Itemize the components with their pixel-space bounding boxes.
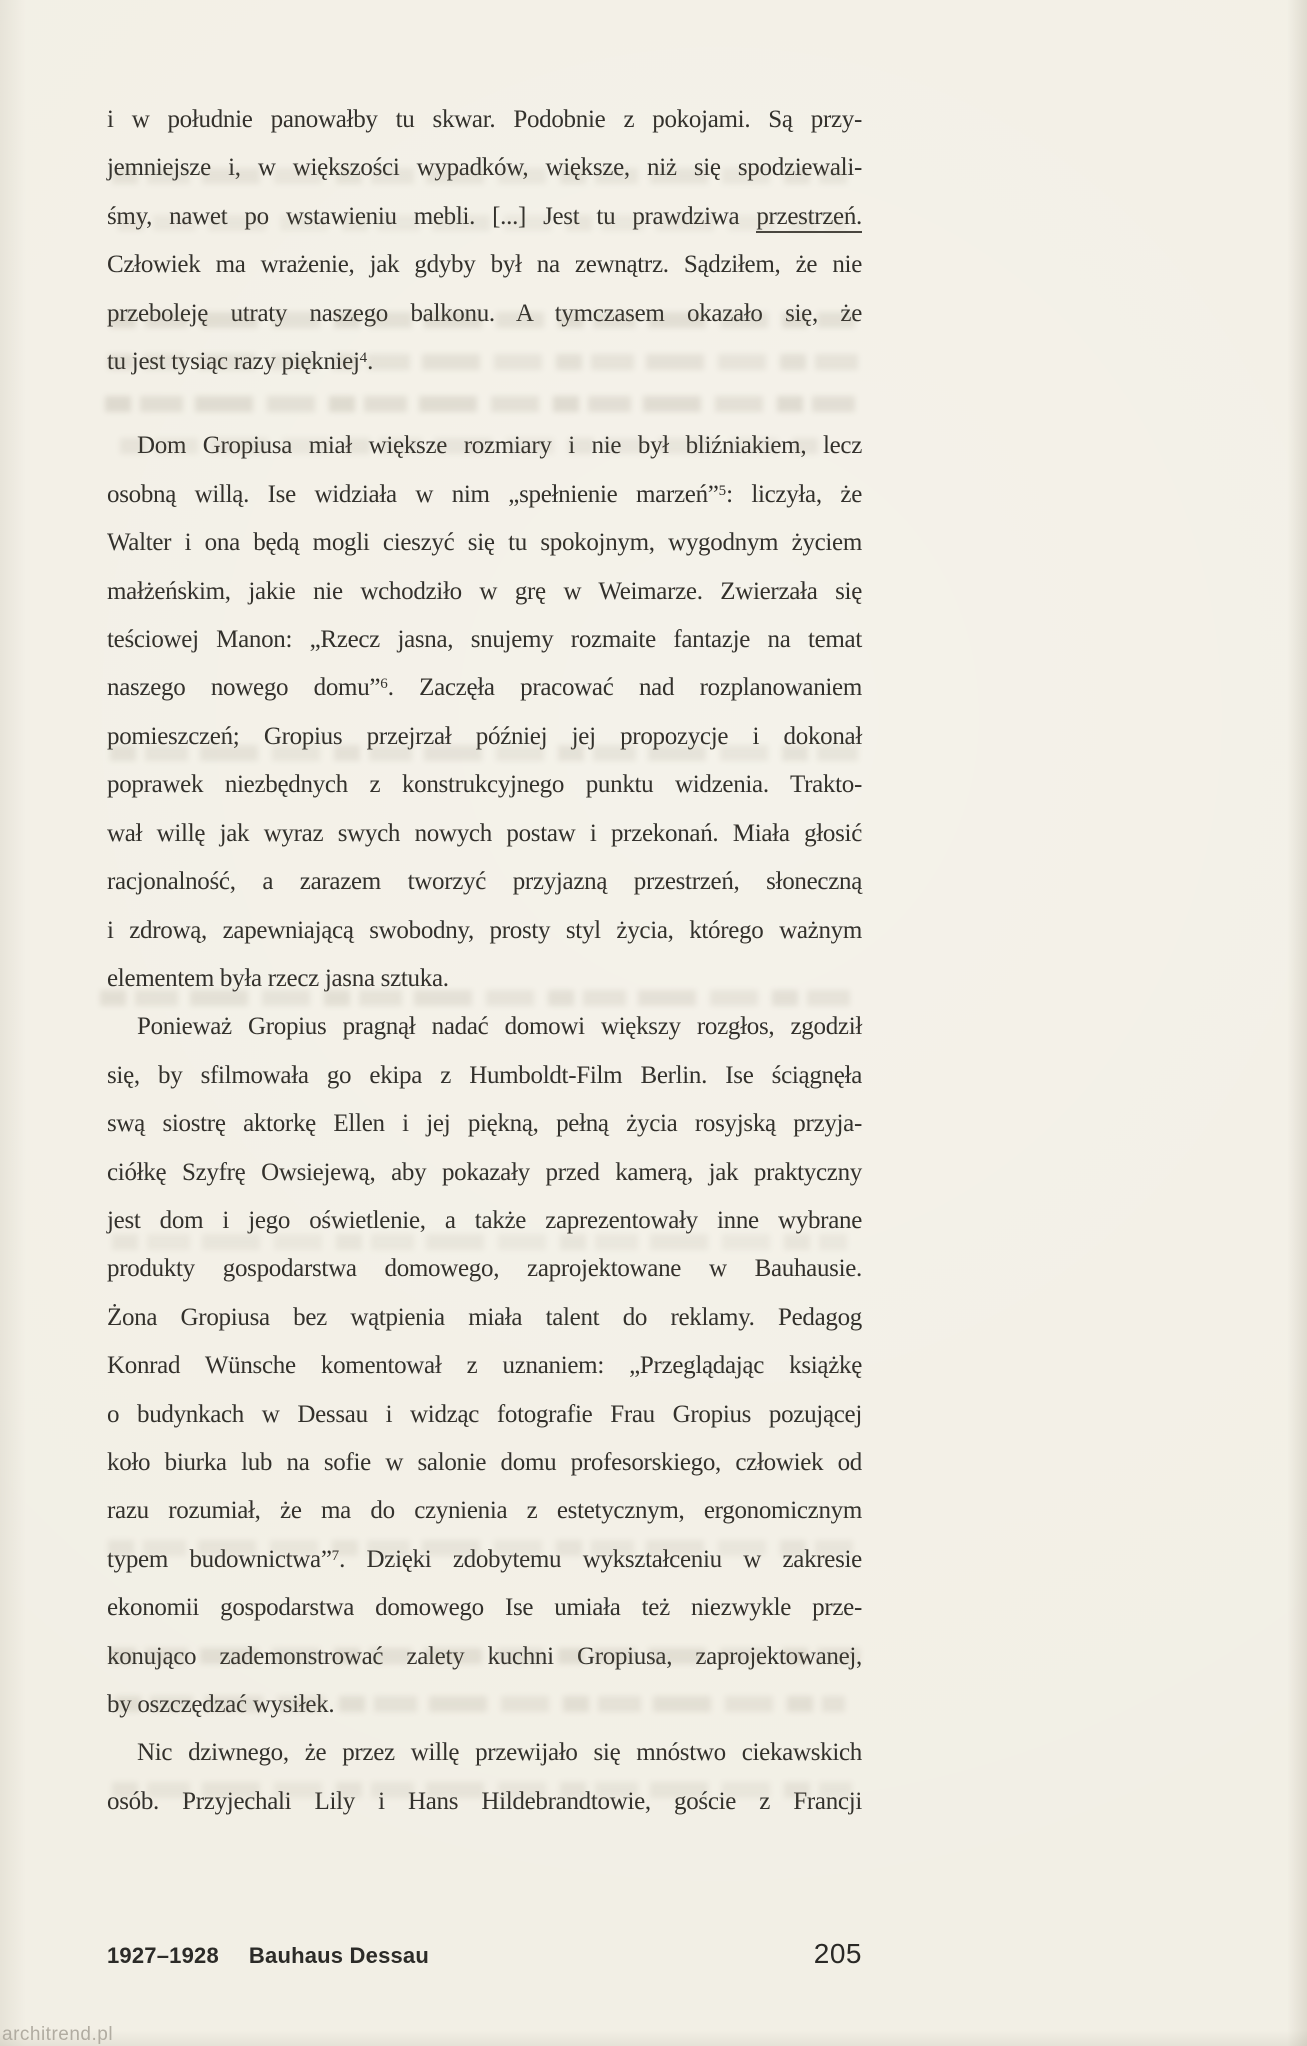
- page-number: 205: [813, 1938, 862, 1969]
- text-line: i w południe panowałby tu skwar. Podobnie z pokojami. Są przy-: [107, 106, 862, 133]
- text-line: Walter i ona będą mogli cieszyć się tu spokojnym, wygodnym życiem: [107, 529, 862, 557]
- text-line: swą siostrę aktorkę Ellen i jej piękną, pełną życia rosyjską przyja-: [107, 1110, 862, 1138]
- text-line: Ponieważ Gropius pragnął nadać domowi większy rozgłos, zgodził: [137, 1013, 862, 1041]
- text-line: osobną willą. Ise widziała w nim „spełnienie marzeń”$^5$: liczyła, że: [107, 480, 862, 508]
- text-line: produkty gospodarstwa domowego, zaprojektowane w Bauhausie.: [107, 1255, 862, 1283]
- text-line: jemniejsze i, w większości wypadków, większe, niż się spodziewali-: [107, 154, 862, 182]
- text-line: i zdrową, zapewniającą swobodny, prosty styl życia, którego ważnym: [107, 916, 862, 944]
- text-line: przeboleję utraty naszego balkonu. A tymczasem okazało się, że: [107, 299, 862, 327]
- text-line: Dom Gropiusa miał większe rozmiary i nie był bliźniakiem, lecz: [137, 432, 862, 460]
- text-line: Nic dziwnego, że przez willę przewijało się mnóstwo ciekawskich: [137, 1739, 862, 1767]
- text-line: ciółkę Szyfrę Owsiejewą, aby pokazały przed kamerą, jak praktyczny: [107, 1158, 862, 1186]
- text-line: pomieszczeń; Gropius przejrzał później jej propozycje i dokonał: [107, 722, 862, 750]
- text-line: osób. Przyjechali Lily i Hans Hildebrandtowie, goście z Francji: [107, 1787, 862, 1815]
- footnote-ref: 5: [718, 482, 727, 499]
- text-line: koło biurka lub na sofie w salonie domu profesorskiego, człowiek od: [107, 1448, 862, 1476]
- text-line: się, by sfilmowała go ekipa z Humboldt-Film Berlin. Ise ściągnęła: [107, 1061, 862, 1089]
- running-footer: [107, 1943, 429, 1969]
- underlined-word: przestrzeń.: [756, 203, 862, 233]
- paragraph: [107, 1003, 862, 1729]
- text-line: wał willę jak wyraz swych nowych postaw i przekonań. Miała głosić: [107, 819, 862, 847]
- paragraph: [107, 1729, 862, 1826]
- paragraph: [107, 422, 862, 1003]
- text-line: jest dom i jego oświetlenie, a także zaprezentowały inne wybrane: [107, 1206, 862, 1234]
- text-line: by oszczędzać wysiłek.: [107, 1691, 335, 1718]
- paragraph: [107, 96, 862, 386]
- text-line: śmy, nawet po wstawieniu mebli. [...] Jest tu prawdziwa przestrzeń.: [107, 193, 862, 241]
- watermark: architrend.pl: [2, 2024, 114, 2045]
- text-line: tu jest tysiąc razy piękniej$^4$.: [107, 348, 374, 376]
- footnote-ref: 7: [331, 1547, 340, 1564]
- text-line: teściowej Manon: „Rzecz jasna, snujemy rozmaite fantazje na temat: [107, 626, 862, 654]
- text-line: elementem była rzecz jasna sztuka.: [107, 964, 449, 992]
- text-line: racjonalność, a zarazem tworzyć przyjazną przestrzeń, słoneczną: [107, 868, 862, 896]
- text-block: [107, 96, 862, 1826]
- text-line: Człowiek ma wrażenie, jak gdyby był na zewnątrz. Sądziłem, że nie: [107, 251, 862, 279]
- text-line: ekonomii gospodarstwa domowego Ise umiała też niezwykle prze-: [107, 1594, 862, 1622]
- footnote-ref: 6: [380, 676, 388, 693]
- text-line: konująco zademonstrować zalety kuchni Gropiusa, zaprojektowanej,: [107, 1642, 862, 1670]
- footer: [107, 1938, 862, 1970]
- chapter-years: 1927–1928: [107, 1943, 219, 1968]
- footnote-ref: 4: [359, 350, 368, 367]
- chapter-title: Bauhaus Dessau: [248, 1943, 430, 1968]
- text-line: małżeńskim, jakie nie wchodziło w grę w Weimarze. Zwierzała się: [107, 577, 862, 605]
- text-line: razu rozumiał, że ma do czynienia z estetycznym, ergonomicznym: [107, 1497, 862, 1525]
- text-line: typem budownictwa”$^7$. Dzięki zdobytemu wykształceniu w zakresie: [107, 1545, 862, 1573]
- text-line: Żona Gropiusa bez wątpienia miała talent do reklamy. Pedagog: [107, 1303, 862, 1331]
- text-line: o budynkach w Dessau i widząc fotografie Frau Gropius pozującej: [107, 1400, 862, 1428]
- text-line: poprawek niezbędnych z konstrukcyjnego punktu widzenia. Trakto-: [107, 771, 862, 799]
- text-line: Konrad Wünsche komentował z uznaniem: „Przeglądając książkę: [107, 1352, 862, 1380]
- text-line: naszego nowego domu”$^6$. Zaczęła pracować nad rozplanowaniem: [107, 674, 862, 702]
